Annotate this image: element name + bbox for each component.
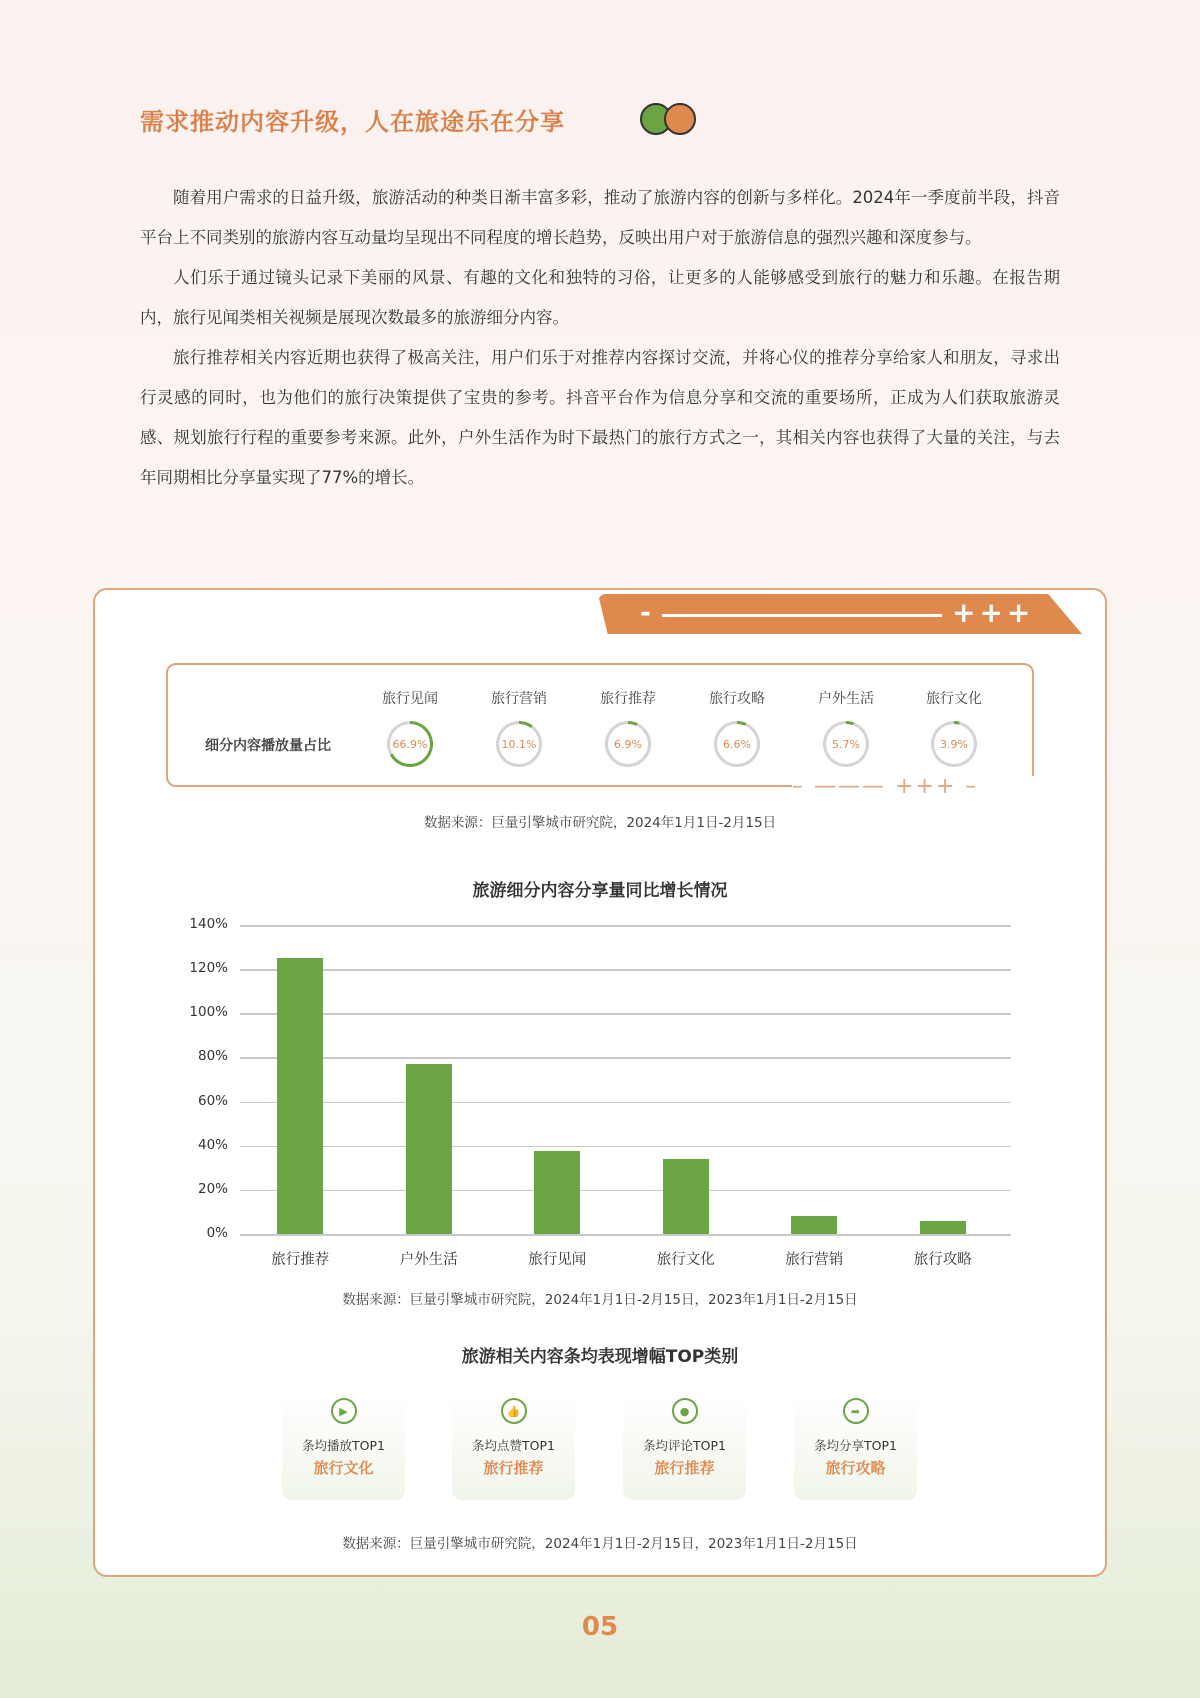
top-category-card: [452, 1393, 575, 1500]
gridline: [240, 1102, 1011, 1104]
bar: [277, 958, 323, 1234]
y-tick-label: 40%: [197, 1136, 228, 1153]
column-header: 旅行攻略: [709, 691, 765, 707]
share-icon: ➦: [843, 1398, 869, 1424]
card-label: 条均点赞TOP1: [472, 1438, 555, 1453]
share-value: 6.9%: [608, 724, 648, 764]
gridline: [240, 1234, 1011, 1236]
data-source: 数据来源：巨量引擎城市研究院，2024年1月1日-2月15日，2023年1月1日-2月15日: [342, 1536, 858, 1552]
body-text: [140, 178, 1060, 498]
tab-plus-decoration: +++: [952, 596, 1035, 629]
y-tick-label: 140%: [189, 916, 228, 932]
card-value: 旅行推荐: [654, 1459, 715, 1477]
data-source: 数据来源：巨量引擎城市研究院，2024年1月1日-2月15日: [423, 815, 777, 831]
page-title: 需求推动内容升级，人在旅途乐在分享: [140, 108, 565, 136]
comment-icon: ●: [672, 1398, 698, 1424]
x-tick-label: 户外生活: [399, 1252, 458, 1268]
bar: [534, 1151, 580, 1234]
card-value: 旅行推荐: [483, 1459, 544, 1477]
share-table-box: [166, 663, 1034, 787]
chart-title: 旅游细分内容分享量同比增长情况: [472, 881, 728, 901]
x-tick-label: 旅行攻略: [913, 1252, 972, 1268]
box-decoration: – ——— +++ –: [792, 776, 1042, 798]
y-tick-label: 120%: [189, 960, 228, 977]
y-tick-label: 0%: [206, 1225, 228, 1241]
share-value: 66.9%: [390, 724, 430, 764]
x-tick-label: 旅行营销: [785, 1252, 844, 1268]
tab-minus-decoration: -: [640, 598, 651, 628]
gridline: [240, 969, 1011, 971]
thumbs-up-icon: 👍: [501, 1398, 527, 1424]
share-ring: [823, 721, 869, 767]
y-tick-label: 20%: [197, 1180, 228, 1197]
card-value: 旅行文化: [313, 1459, 374, 1477]
gridline: [240, 1057, 1011, 1059]
x-tick-label: 旅行推荐: [271, 1252, 330, 1268]
play-icon: ▶: [331, 1398, 357, 1424]
y-tick-label: 60%: [197, 1092, 228, 1109]
share-ring: [605, 721, 651, 767]
top-title: 旅游相关内容条均表现增幅TOP类别: [461, 1347, 739, 1367]
gridline: [240, 925, 1011, 927]
share-value: 10.1%: [499, 724, 539, 764]
tab-line-decoration: [662, 614, 942, 617]
bar: [920, 1221, 966, 1234]
top-category-card: [794, 1393, 917, 1500]
bar: [406, 1064, 452, 1234]
share-value: 3.9%: [934, 724, 974, 764]
paragraph: 旅行推荐相关内容近期也获得了极高关注，用户们乐于对推荐内容探讨交流，并将心仪的推荐分享给家人和朋友，寻求出行灵感的同时，也为他们的旅行决策提供了宝贵的参考。抖音平台作为信息分享和交流的重要场所，正成为人们获取旅游灵感、规划旅行行程的重要参考来源。此外，户外生活作为时下最热门的旅行方式之一，其相关内容也获得了大量的关注，与去年同期相比分享量实现了77%的增长。: [140, 348, 1060, 487]
paragraph: 人们乐于通过镜头记录下美丽的风景、有趣的文化和独特的习俗，让更多的人能够感受到旅行的魅力和乐趣。在报告期内，旅行见闻类相关视频是展现次数最多的旅游细分内容。: [140, 268, 1060, 327]
x-tick-label: 旅行见闻: [528, 1252, 587, 1268]
share-ring: [931, 721, 977, 767]
row-label: 细分内容播放量占比: [205, 738, 331, 754]
share-ring: [387, 721, 433, 767]
bar: [791, 1216, 837, 1234]
share-ring: [714, 721, 760, 767]
bar: [663, 1159, 709, 1234]
y-tick-label: 80%: [197, 1048, 228, 1065]
column-header: 旅行文化: [926, 691, 982, 707]
share-value: 6.6%: [717, 724, 757, 764]
column-header: 旅行推荐: [600, 691, 656, 707]
column-header: 旅行见闻: [382, 691, 438, 707]
page-number: 05: [581, 1612, 619, 1642]
top-category-card: [282, 1393, 405, 1500]
data-source: 数据来源：巨量引擎城市研究院，2024年1月1日-2月15日，2023年1月1日-2月15日: [342, 1292, 858, 1308]
top-category-card: [623, 1393, 746, 1500]
orange-circle-decoration: [664, 103, 696, 135]
paragraph: 随着用户需求的日益升级，旅游活动的种类日渐丰富多彩，推动了旅游内容的创新与多样化。2024年一季度前半段，抖音平台上不同类别的旅游内容互动量均呈现出不同程度的增长趋势，反映出用户对于旅游信息的强烈兴趣和深度参与。: [140, 188, 1060, 247]
gridline: [240, 1190, 1011, 1192]
y-tick-label: 100%: [189, 1004, 228, 1021]
card-label: 条均评论TOP1: [643, 1438, 726, 1453]
x-tick-label: 旅行文化: [656, 1252, 715, 1268]
column-header: 旅行营销: [491, 691, 547, 707]
gridline: [240, 1013, 1011, 1015]
column-header: 户外生活: [818, 691, 874, 707]
card-label: 条均分享TOP1: [814, 1438, 897, 1453]
card-label: 条均播放TOP1: [302, 1438, 385, 1453]
share-ring: [496, 721, 542, 767]
share-value: 5.7%: [826, 724, 866, 764]
gridline: [240, 1146, 1011, 1148]
card-value: 旅行攻略: [825, 1459, 886, 1477]
